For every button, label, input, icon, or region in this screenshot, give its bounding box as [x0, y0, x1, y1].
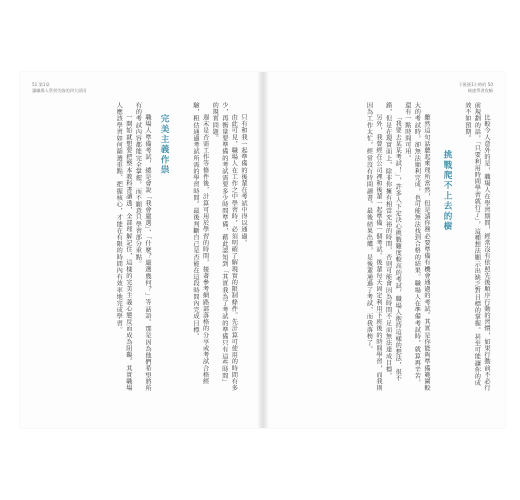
left-running-header — [32, 82, 86, 93]
left-page — [20, 72, 262, 428]
right-page — [263, 72, 505, 428]
paragraph: 週末是否需工作等條件後，計算可用於學習的時間，接著參考網路部落格的分享或考試合格經驗，粗估通過考試所需的學習時間。最後判斷自己是否能在這段時間內完成目標。 — [192, 102, 209, 385]
book-spread — [20, 72, 505, 428]
left-body-part-a — [176, 102, 248, 392]
right-chapter-title: 下班後1小時的 — [458, 82, 487, 87]
left-chapter-label: 第1章 — [38, 82, 50, 87]
right-body-part-a — [463, 102, 491, 392]
right-section-title: 挑戰爬不上去的樹 — [442, 150, 452, 232]
paragraph: 職場人準備考試，總是會說「我會嚴選」、「什麼？嚴選幾何？」等話語。那是因為他們希望將所有的考試內容都能完全掌握，而不願意只學習部分重點。 — [134, 102, 151, 392]
right-running-header — [459, 82, 493, 93]
right-page-number: 50 — [487, 82, 493, 87]
right-header-subtitle: 極速學習攻略 — [467, 87, 493, 93]
paragraph: 雖然這句話聽起來理所當然，但是請你務必要準備有機會通過的考試。其實是你能夠準備範圍較大的考試時，卻無法順利完成，也可能無法找到合格的結果。職場人在準備考試時，就算再辛苦，還有一點時間可用。 — [403, 102, 430, 392]
right-body-part-b — [281, 102, 431, 392]
paragraph: 只有和我一起準備的後輩在考試中得以通過。 — [240, 114, 247, 247]
paragraph: 「我要去某某考試！」，許多人下定決心挑戰難度較高的考試，職場人抱持這樣的想法，很不錯，但是在現實面上，除非你擁有相當充裕的時間，否則可能會因為時間不足而無法達成目標。 — [384, 102, 402, 382]
left-chapter-title: 讓職場人學習失敗的四大原因 — [32, 87, 87, 93]
left-section-title: 完美主義作祟 — [159, 114, 169, 176]
paragraph: 另外，我曾經在公司裡和後輩一起準備一個考試。後輩每天固定利用下班後的時間學習，而我則因為工作太忙，經常沒有時間讀書。最後結果出爐，是後輩通過了考試，而我落榜了。 — [365, 102, 383, 392]
left-page-number: 51 — [32, 82, 38, 87]
book-gutter-shadow — [257, 72, 269, 428]
paragraph: 一開始就想要把整本教科書讀透，全部理解記住，這樣的完美主義心態反而成為阻礙。其實職場人應該學習如何篩選重點、把握核心，才能在有限的時間內有效率地完成學習。 — [115, 102, 132, 392]
paragraph: 由此可見，職場人在工作之中學習時，必須明確了解現實的限制條件。先計算可使用的時間有多少，再衡量要準備的考試需要多少時間準備，藉此認知到「其實我為了考試的準備只有這些時間」的現實問題。 — [211, 102, 238, 392]
paragraph: 比較令人意外的是，職場人在學習期間，經常沒有依照先後順序行動的習慣，如果行動前不必行前規劃的話，「只要利用時間學習就行了」，這種想法顯示出缺乏對目標的掌握。甚至可能讓你的成效不如預期。 — [463, 102, 490, 392]
left-body-part-b — [40, 102, 152, 392]
